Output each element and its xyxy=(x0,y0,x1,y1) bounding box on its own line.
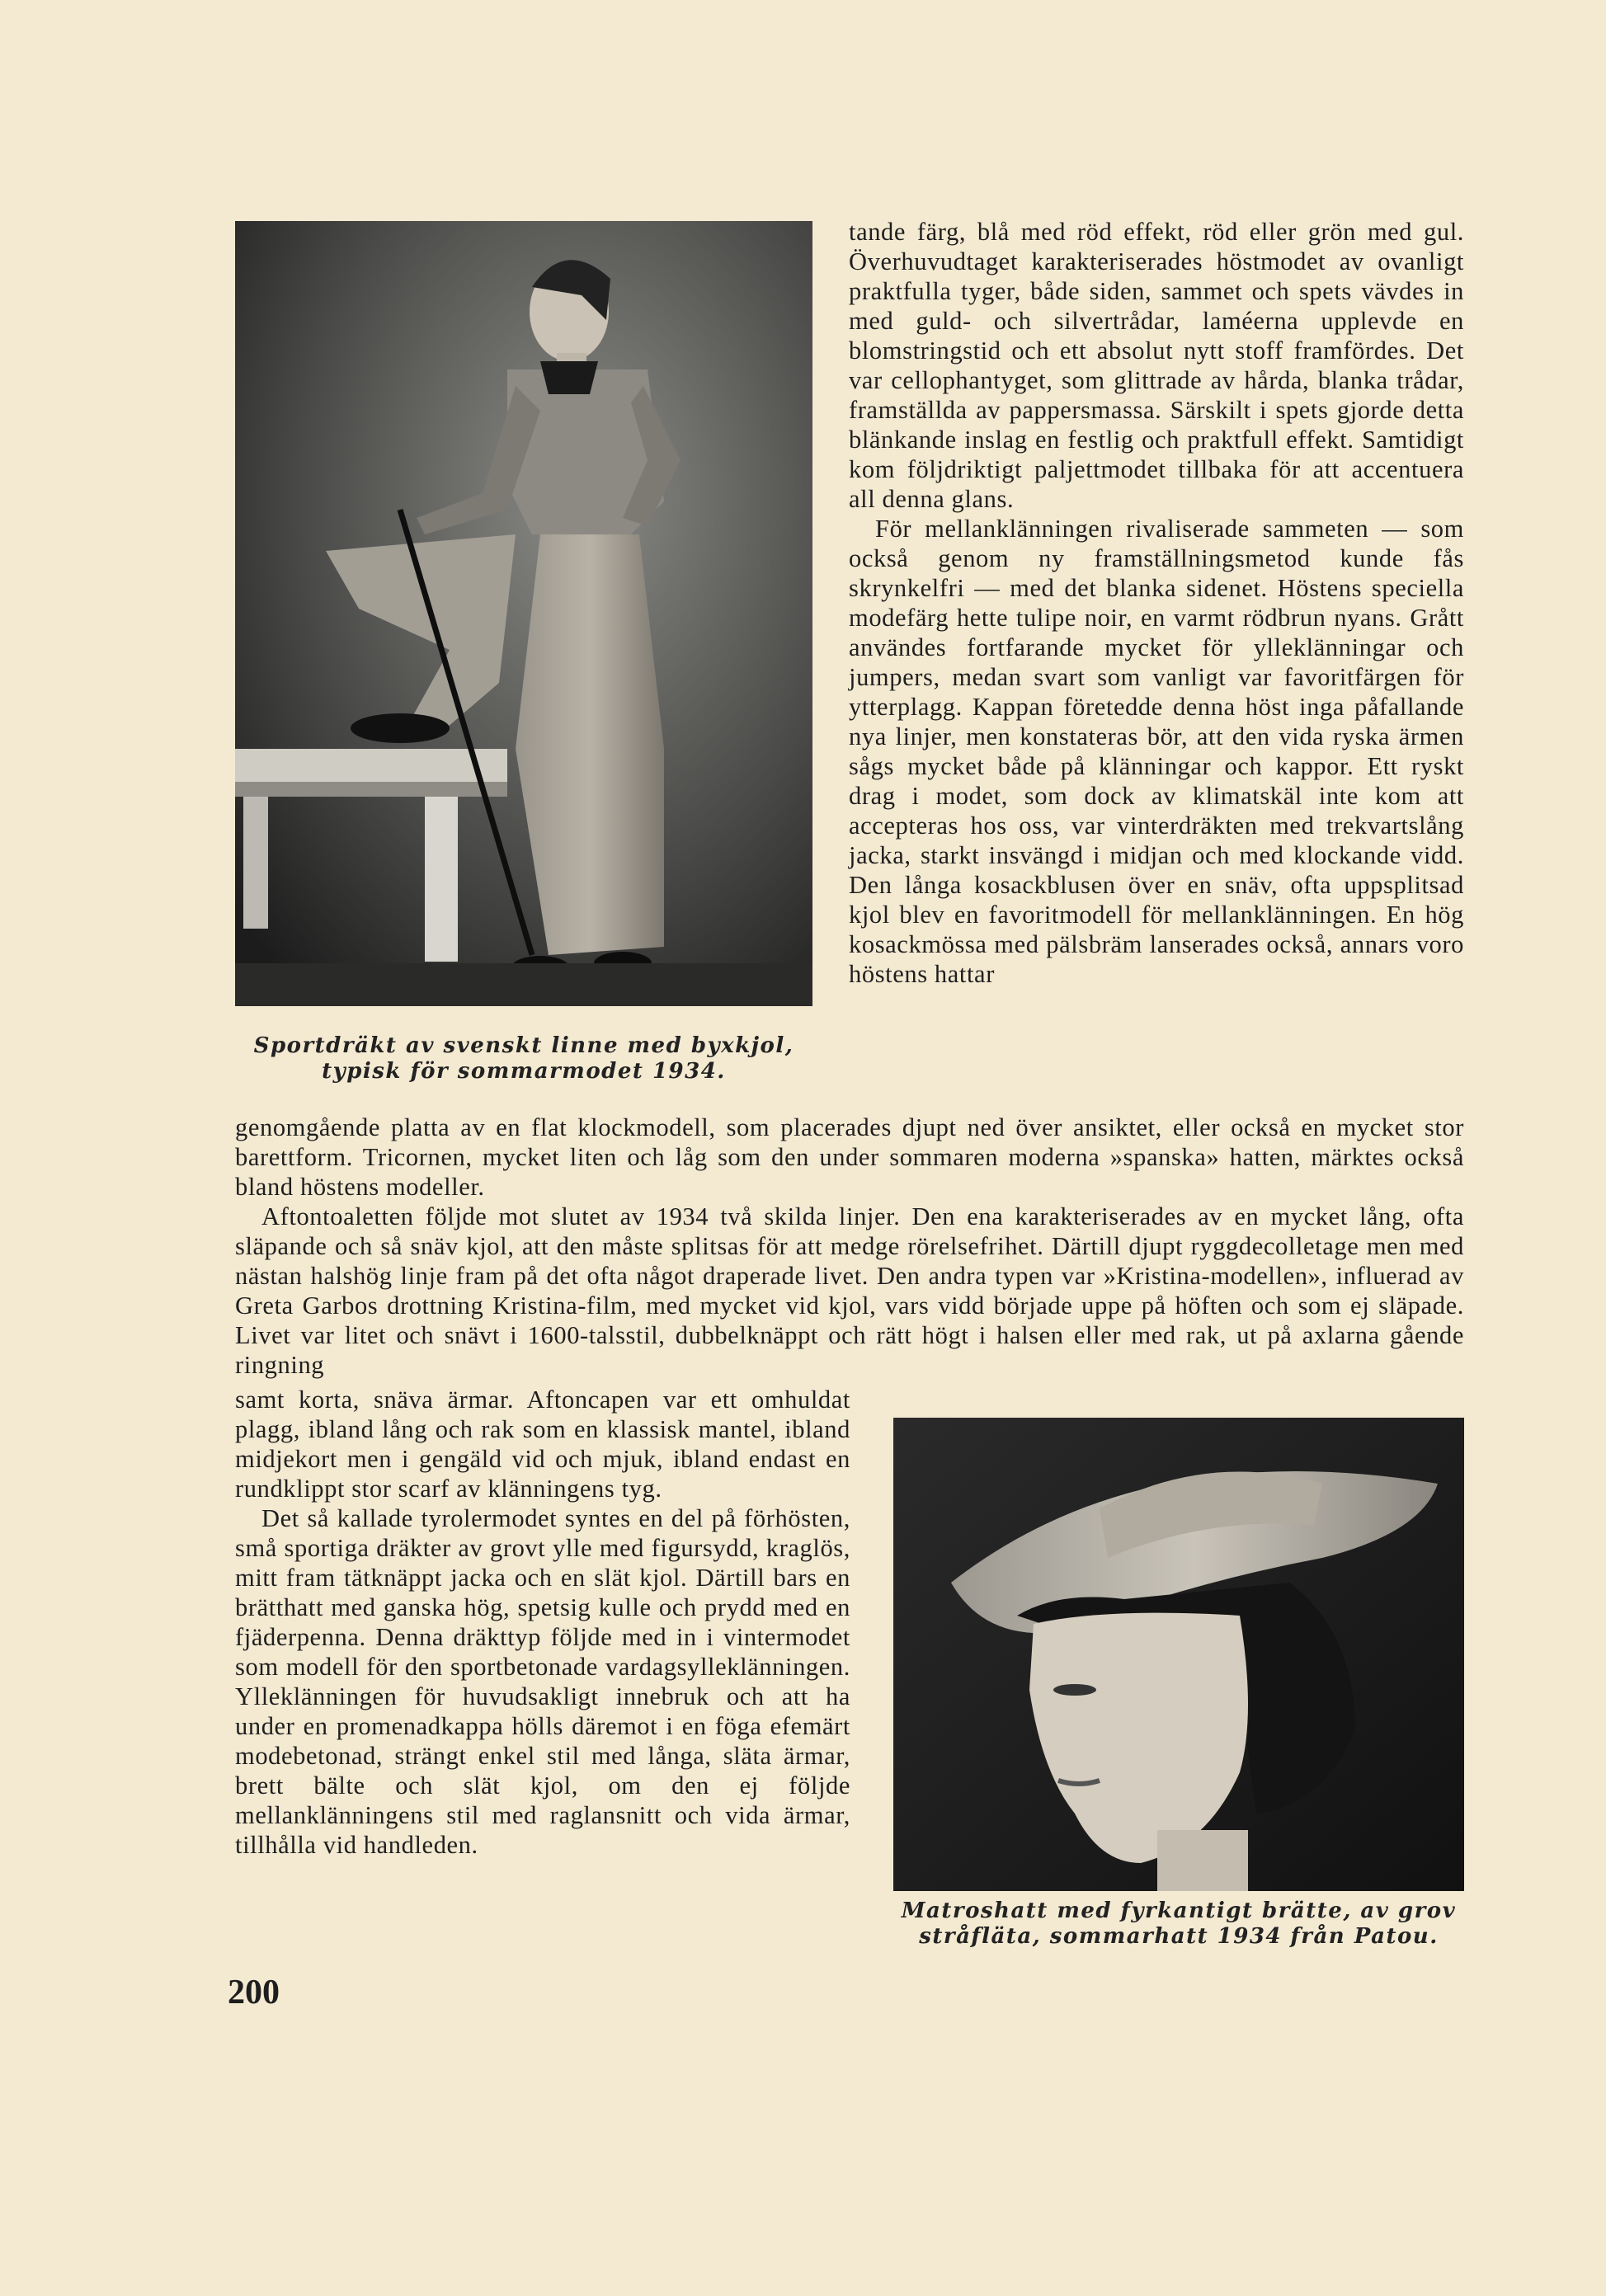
caption-line: typisk för sommarmodet 1934. xyxy=(322,1059,726,1084)
caption-line: Sportdräkt av svenskt linne med byxkjol, xyxy=(253,1033,794,1058)
paragraph: För mellanklänningen rivaliserade sammeten — som också genom ny framställningsmetod kunde fås skrynkelfri — med det blanka sidenet. Höstens speciella modefärg hette tulipe noir, en varmt rödbrun nyans. Grått användes fortfarande mycket för ylleklänningar och jumpers, medan svart som vanligt var favoritfärgen för ytterplagg. Kappan företedde denna höst inga påfallande nya linjer, men konstateras bör, att den vida ryska ärmen sågs mycket både på klänningar och kappor. Ett ryskt drag i modet, som dock av klimatskäl inte kom att accepteras hos oss, var vinterdräkten med trekvartslång jacka, starkt insvängd i midjan och med klockande vidd. Den långa kosackblusen över en snäv, ofta uppsplitsad kjol blev en favoritmodell för mellanklänningen. En hög kosackmössa med pälsbräm lanserades också, annars voro höstens hattar xyxy=(849,515,1464,988)
sailor-hat-photo xyxy=(893,1418,1464,1891)
page-number: 200 xyxy=(228,1974,280,2011)
sport-outfit-caption xyxy=(235,1033,812,1084)
caption-line: stråfläta, sommarhatt 1934 från Patou. xyxy=(919,1924,1439,1949)
paragraph: Aftontoaletten följde mot slutet av 1934 två skilda linjer. Den ena karakteriserades av en mycket lång, ofta släpande och så snäv kjol, att den måste splitsas för att medge rörelsefrihet. Därtill djupt ryggdecolletage men med nästan halshög linje fram på det ofta något draperade livet. Den andra typen var »Kristina-modellen», influerad av Greta Garbos drottning Kristina-film, med mycket vid kjol, vars vidd började uppe på höften och som ej släpade. Livet var litet och snävt i 1600-talsstil, dubbelknäppt och rätt högt i halsen eller med rak, ut på axlarna gående ringning xyxy=(235,1202,1464,1379)
paragraph: Det så kallade tyrolermodet syntes en del på förhösten, små sportiga dräkter av grovt ylle med figursydd, kraglös, mitt fram tätknäppt jacka och en slät kjol. Därtill bars en brätthatt med ganska hög, spetsig kulle och prydd med en fjäderpenna. Denna dräkttyp följde med in i vintermodet som modell för den sportbetonade vardagsylleklänningen. Ylleklänningen för huvudsakligt innebruk och att ha under en promenadkappa hölls däremot i en föga efemärt modebetonad, strängt enkel stil med långa, släta ärmar, brett bälte och slät kjol, om den ej följde mellanklänningens stil med raglansnitt och vida ärmar, tillhålla vid handleden. xyxy=(235,1504,850,1859)
caption-line: Matroshatt med fyrkantigt brätte, av grov xyxy=(901,1898,1457,1923)
paragraph: genomgående platta av en flat klockmodell, som placerades djupt ned över ansiktet, eller också en mycket stor barettform. Tricornen, mycket liten och låg som den under sommaren moderna »spanska» hatten, märktes också bland höstens modeller. xyxy=(235,1113,1464,1201)
full-width-text xyxy=(235,1113,1464,1380)
left-column-text xyxy=(235,1385,850,1860)
paragraph: tande färg, blå med röd effekt, röd eller grön med gul. Överhuvudtaget karakteriserades höstmodet av ovanligt praktfulla tyger, både siden, sammet och spets vävdes in med guld- och silvertrådar, laméerna upplevde en blomstringstid och ett absolut nytt stoff framfördes. Det var cellophantyget, som glittrade av hårda, blanka trådar, framställda av pappersmassa. Särskilt i spets gjorde detta blänkande inslag en festlig och praktfull effekt. Samtidigt kom följdriktigt paljettmodet tillbaka för att accentuera all denna glans. xyxy=(849,218,1464,513)
sailor-hat-illustration xyxy=(893,1418,1464,1891)
paragraph: samt korta, snäva ärmar. Aftoncapen var ett omhuldat plagg, ibland lång och rak som en klassisk mantel, ibland midjekort men i gengäld vid och mjuk, ibland endast en rundklippt stor scarf av klänningens tyg. xyxy=(235,1386,850,1503)
sailor-hat-caption xyxy=(893,1898,1464,1950)
right-column-text xyxy=(849,217,1464,989)
sport-outfit-photo xyxy=(235,221,812,1006)
sport-outfit-illustration xyxy=(235,221,812,1006)
